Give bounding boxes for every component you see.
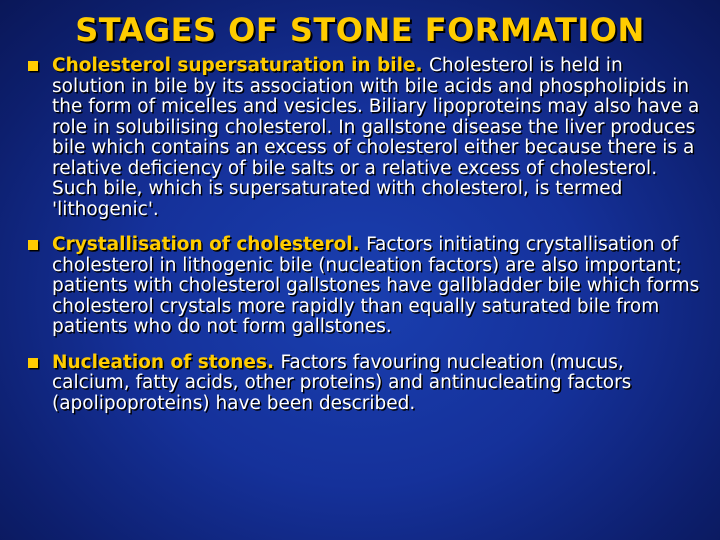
bullet-list: [28, 56, 700, 429]
bullet-heading: Crystallisation of cholesterol.: [52, 234, 367, 255]
bullet-text: Factors initiating crystallisation of cholesterol in lithogenic bile (nucleation factors) are also important; patients with cholesterol gallstones have gallbladder bile which forms cholesterol crystals more rapidly than equally saturated bile from patients who do not form gallstones.: [52, 234, 700, 337]
bullet-heading: Nucleation of stones.: [52, 351, 281, 373]
bullet-item-crystallisation: [28, 235, 700, 338]
bullet-item-supersaturation: [28, 56, 700, 220]
bullet-item-nucleation: [28, 353, 700, 415]
slide-title: STAGES OF STONE FORMATION: [75, 11, 645, 49]
bullet-text: Cholesterol is held in solution in bile by its association with bile acids and phospholipids in the form of micelles and vesicles. Biliary lipoproteins may also have a role in solubilising cholesterol. In gallstone disease the liver produces bile which contains an excess of cholesterol either because there is a relative deficiency of bile salts or a relative excess of cholesterol. Such bile, which is supersaturated with cholesterol, is termed 'lithogenic'.: [52, 55, 700, 220]
bullet-text: Factors favouring nucleation (mucus, calcium, fatty acids, other proteins) and antinucleating factors (apolipoproteins) have been described.: [52, 351, 632, 414]
square-bullet-icon: [28, 240, 38, 250]
square-bullet-icon: [28, 61, 38, 71]
square-bullet-icon: [28, 358, 38, 368]
bullet-heading: Cholesterol supersaturation in bile.: [52, 55, 429, 76]
